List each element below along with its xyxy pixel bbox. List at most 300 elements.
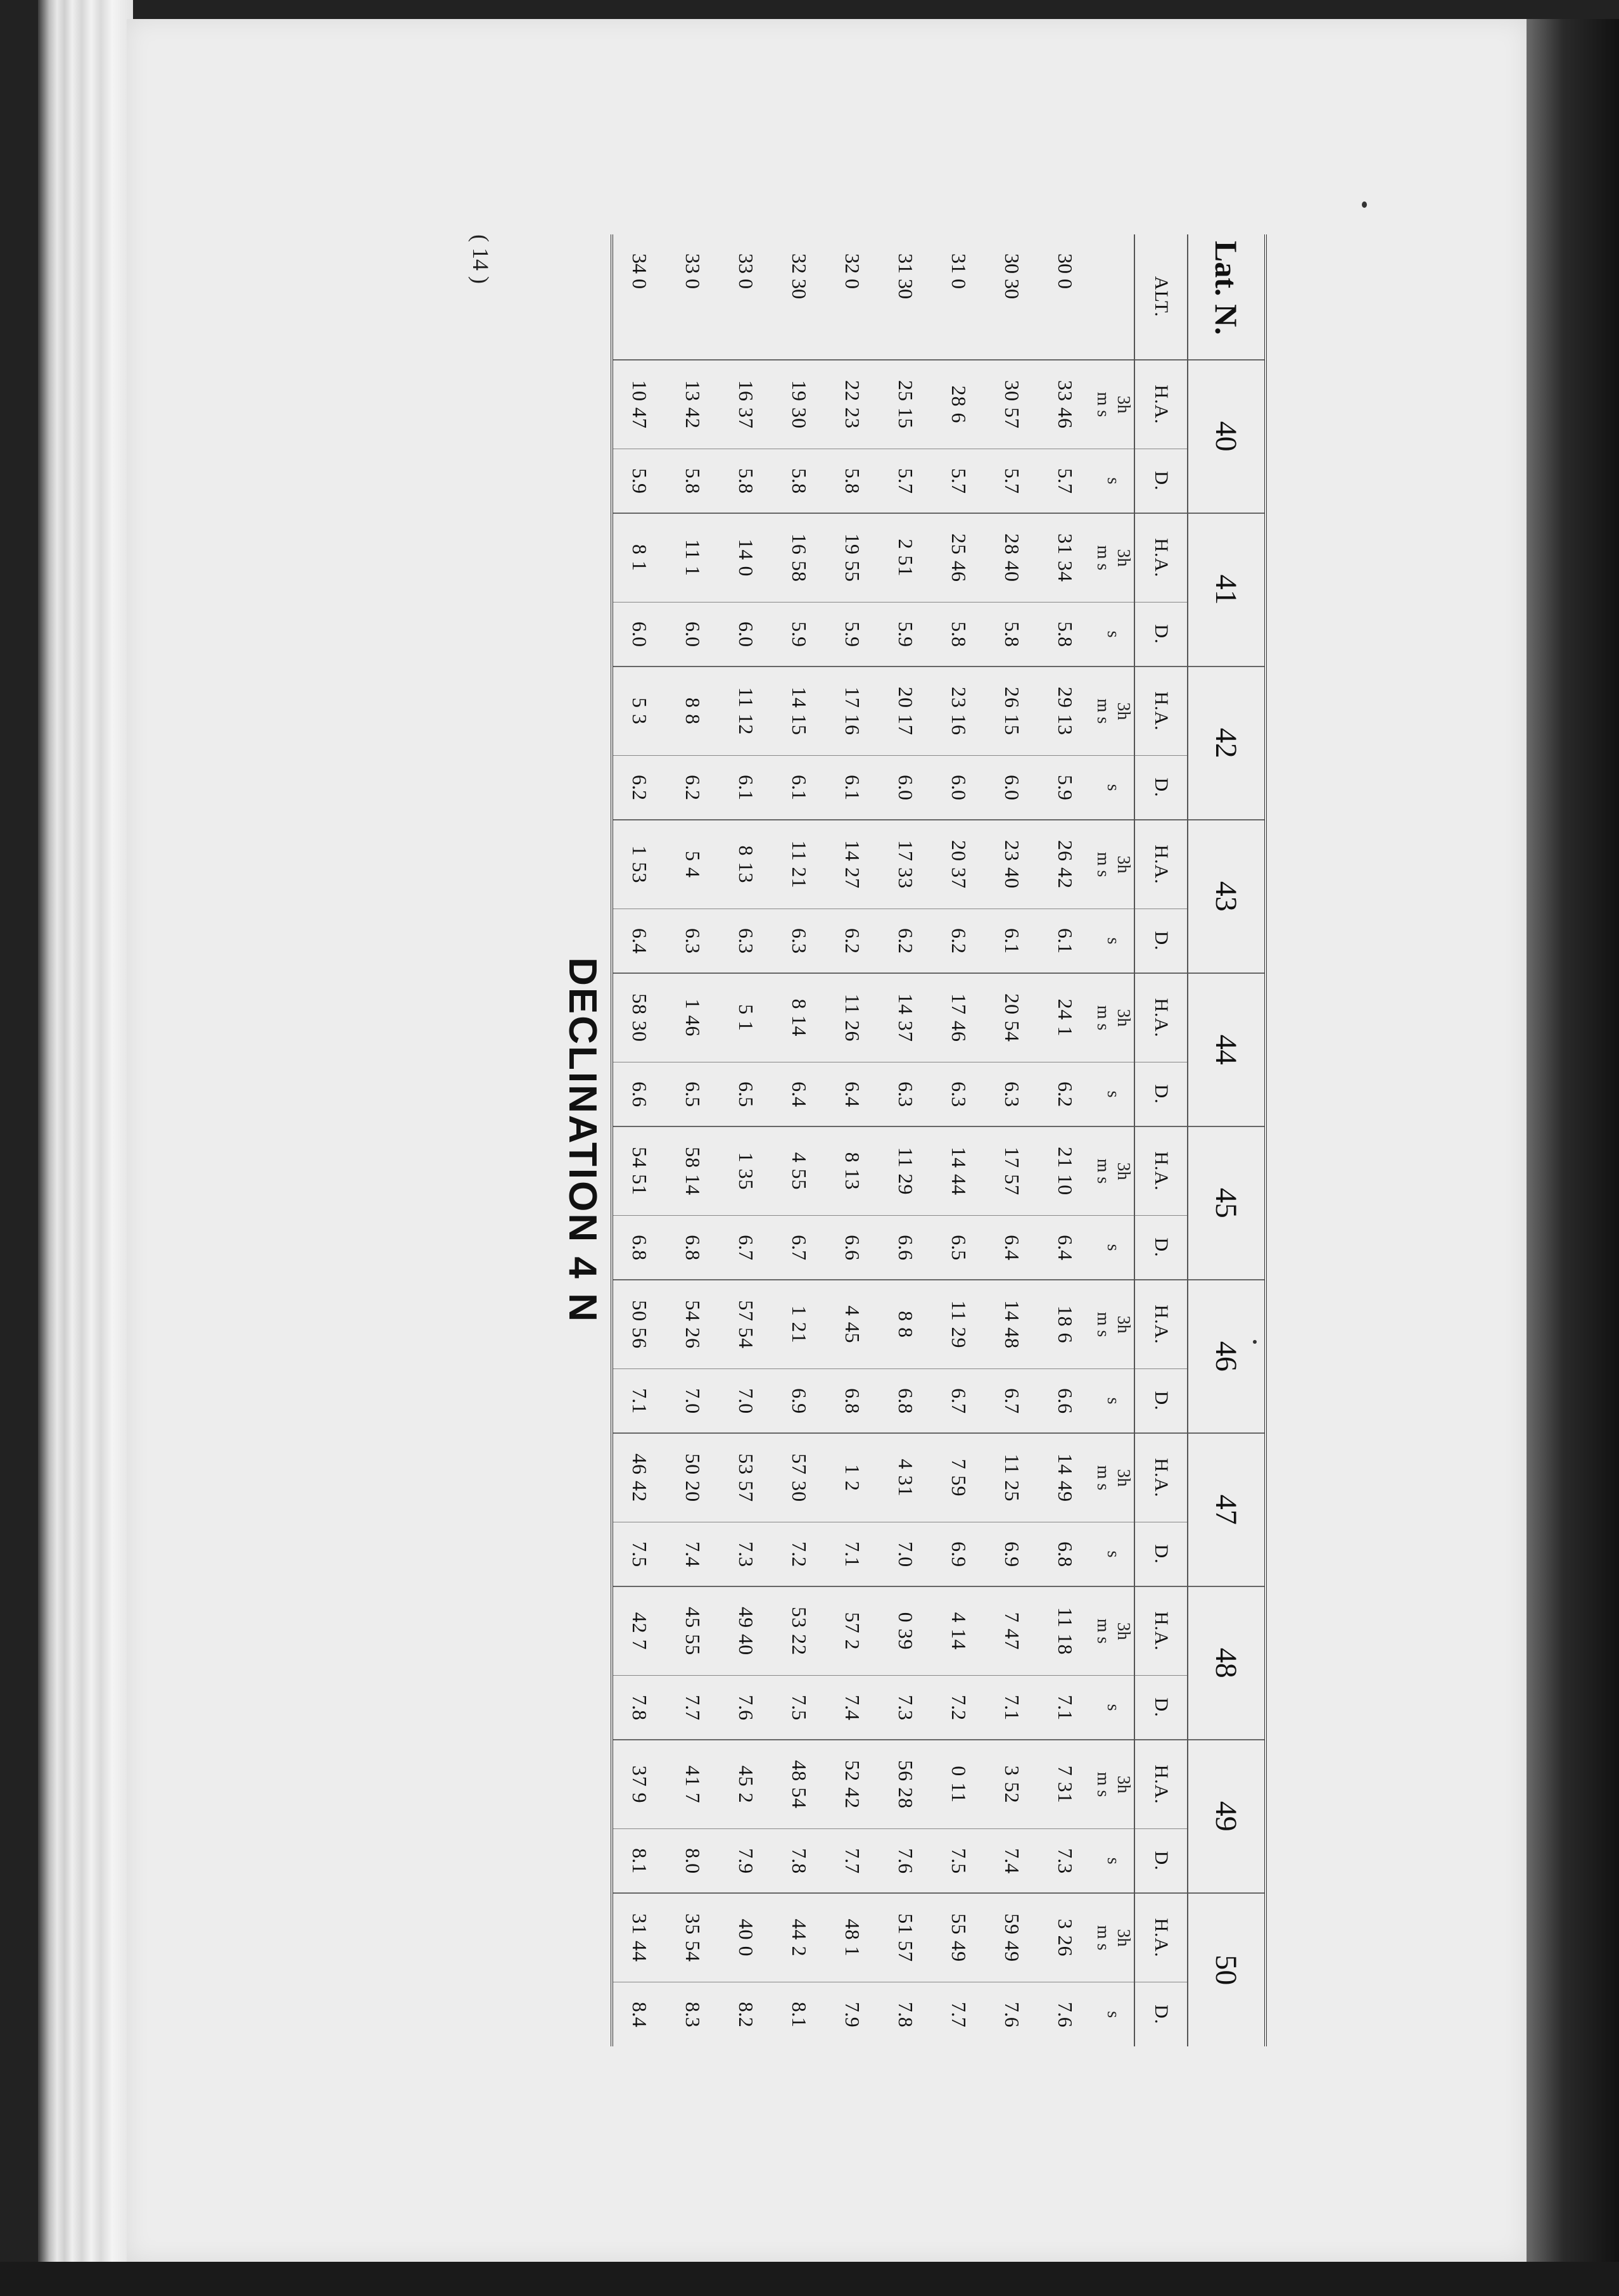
difference-cell: 6.8 [826, 1369, 879, 1433]
difference-cell: 6.8 [666, 1216, 720, 1280]
difference-cell: 6.3 [986, 1062, 1039, 1126]
hour-angle-cell: 25 46 [932, 513, 986, 603]
difference-cell: 7.6 [986, 1982, 1039, 2046]
hour-angle-cell: 1 35 [720, 1126, 773, 1216]
difference-cell: 6.8 [612, 1216, 666, 1280]
ha-hour-unit: 3h [1114, 855, 1133, 874]
hour-angle-cell: 37 9 [612, 1740, 666, 1829]
ha-units [1092, 1433, 1134, 1522]
hour-angle-cell: 0 11 [932, 1740, 986, 1829]
hour-angle-cell: 4 55 [773, 1126, 826, 1216]
difference-cell: 6.4 [1039, 1216, 1092, 1280]
hour-angle-cell: 5 1 [720, 973, 773, 1062]
hour-angle-cell: 14 27 [826, 820, 879, 909]
table-row [986, 234, 1039, 2046]
hour-angle-cell: 4 31 [879, 1433, 932, 1522]
d-column-label: D. [1134, 1829, 1188, 1893]
hour-angle-cell: 55 49 [932, 1893, 986, 1982]
ha-units [1092, 1126, 1134, 1216]
hour-angle-cell: 45 2 [720, 1740, 773, 1829]
hour-angle-cell: 1 21 [773, 1280, 826, 1369]
difference-cell: 6.6 [1039, 1369, 1092, 1433]
altitude-cell: 34 0 [628, 253, 652, 289]
hour-angle-cell: 1 2 [826, 1433, 879, 1522]
d-units: s [1092, 1522, 1134, 1586]
difference-cell: 7.0 [666, 1369, 720, 1433]
difference-cell: 5.8 [720, 449, 773, 513]
table-row [773, 234, 826, 2046]
difference-cell: 6.0 [879, 756, 932, 820]
ha-hour-unit: 3h [1114, 395, 1133, 414]
ha-column-label: H.A. [1134, 973, 1188, 1062]
difference-cell: 6.4 [773, 1062, 826, 1126]
hour-angle-cell: 11 21 [773, 820, 826, 909]
ha-column-label: H.A. [1134, 1280, 1188, 1369]
difference-cell: 6.7 [720, 1216, 773, 1280]
difference-cell: 6.8 [1039, 1522, 1092, 1586]
hour-angle-cell: 56 28 [879, 1740, 932, 1829]
d-column-label: D. [1134, 1982, 1188, 2046]
difference-cell: 6.6 [826, 1216, 879, 1280]
hour-angle-cell: 31 44 [612, 1893, 666, 1982]
ha-minute-second-unit: m s [1093, 1925, 1113, 1951]
difference-cell: 5.9 [879, 603, 932, 666]
ha-column-label: H.A. [1134, 1893, 1188, 1982]
hour-angle-cell: 28 6 [932, 360, 986, 449]
difference-cell: 7.3 [720, 1522, 773, 1586]
hour-angle-cell: 14 15 [773, 666, 826, 756]
hour-angle-cell: 29 13 [1039, 666, 1092, 756]
hour-angle-cell: 18 6 [1039, 1280, 1092, 1369]
hour-angle-cell: 17 33 [879, 820, 932, 909]
ha-hour-unit: 3h [1114, 1622, 1133, 1640]
hour-angle-cell: 11 26 [826, 973, 879, 1062]
difference-cell: 7.5 [612, 1522, 666, 1586]
ha-hour-unit: 3h [1114, 702, 1133, 720]
subheader-row [1134, 234, 1188, 2046]
lat-label: Lat. N. [1188, 234, 1266, 360]
altitude-cell: 30 30 [1001, 253, 1024, 299]
scan-bottom-edge [0, 2262, 1619, 2296]
hour-angle-cell: 16 37 [720, 360, 773, 449]
hour-angle-cell: 30 57 [986, 360, 1039, 449]
difference-cell: 6.0 [612, 603, 666, 666]
hour-angle-cell: 58 14 [666, 1126, 720, 1216]
difference-cell: 7.6 [720, 1676, 773, 1740]
difference-cell: 6.2 [932, 909, 986, 973]
ha-hour-unit: 3h [1114, 1162, 1133, 1180]
page-title: DECLINATION 4 N [561, 957, 604, 1323]
difference-cell: 7.8 [773, 1829, 826, 1893]
difference-cell: 8.1 [773, 1982, 826, 2046]
ha-hour-unit: 3h [1114, 1775, 1133, 1794]
hour-angle-cell: 8 1 [612, 513, 666, 603]
difference-cell: 8.3 [666, 1982, 720, 2046]
difference-cell: 8.4 [612, 1982, 666, 2046]
hour-angle-cell: 11 25 [986, 1433, 1039, 1522]
hour-angle-cell: 17 57 [986, 1126, 1039, 1216]
ha-units [1092, 973, 1134, 1062]
difference-cell: 7.6 [1039, 1982, 1092, 2046]
hour-angle-cell: 25 15 [879, 360, 932, 449]
difference-cell: 6.2 [1039, 1062, 1092, 1126]
d-units: s [1092, 1062, 1134, 1126]
ha-hour-unit: 3h [1114, 1009, 1133, 1027]
hour-angle-cell: 52 42 [826, 1740, 879, 1829]
d-column-label: D. [1134, 603, 1188, 666]
hour-angle-cell: 54 51 [612, 1126, 666, 1216]
latitude-header: 40 [1188, 360, 1266, 513]
latitude-header: 41 [1188, 513, 1266, 666]
hour-angle-cell: 4 14 [932, 1586, 986, 1676]
d-column-label: D. [1134, 1676, 1188, 1740]
hour-angle-cell: 50 56 [612, 1280, 666, 1369]
hour-angle-cell: 11 18 [1039, 1586, 1092, 1676]
d-column-label: D. [1134, 1522, 1188, 1586]
ha-minute-second-unit: m s [1093, 1158, 1113, 1184]
difference-cell: 6.4 [612, 909, 666, 973]
hour-angle-cell: 5 3 [612, 666, 666, 756]
hour-angle-cell: 58 30 [612, 973, 666, 1062]
hour-angle-cell: 4 45 [826, 1280, 879, 1369]
difference-cell: 5.7 [932, 449, 986, 513]
hour-angle-cell: 8 13 [826, 1126, 879, 1216]
ha-column-label: H.A. [1134, 820, 1188, 909]
speck [1362, 201, 1367, 208]
difference-cell: 6.2 [826, 909, 879, 973]
difference-cell: 7.5 [773, 1676, 826, 1740]
ha-minute-second-unit: m s [1093, 392, 1113, 418]
difference-cell: 7.7 [932, 1982, 986, 2046]
hour-angle-cell: 31 34 [1039, 513, 1092, 603]
altitude-cell: 31 30 [894, 253, 918, 299]
difference-cell: 6.9 [932, 1522, 986, 1586]
hour-angle-cell: 1 46 [666, 973, 720, 1062]
difference-cell: 5.9 [826, 603, 879, 666]
ha-units [1092, 1586, 1134, 1676]
difference-cell: 6.1 [773, 756, 826, 820]
hour-angle-cell: 20 37 [932, 820, 986, 909]
hour-angle-cell: 16 58 [773, 513, 826, 603]
ha-units [1092, 1280, 1134, 1369]
hour-angle-cell: 26 15 [986, 666, 1039, 756]
alt-label: ALT. [1134, 234, 1188, 360]
units-spacer [1092, 234, 1134, 360]
difference-cell: 8.0 [666, 1829, 720, 1893]
table-row [720, 234, 773, 2046]
difference-cell: 6.5 [720, 1062, 773, 1126]
difference-cell: 5.7 [1039, 449, 1092, 513]
hour-angle-cell: 46 42 [612, 1433, 666, 1522]
difference-cell: 7.3 [1039, 1829, 1092, 1893]
hour-angle-cell: 53 22 [773, 1586, 826, 1676]
hour-angle-cell: 54 26 [666, 1280, 720, 1369]
difference-cell: 5.8 [666, 449, 720, 513]
hour-angle-cell: 20 54 [986, 973, 1039, 1062]
ha-units [1092, 1893, 1134, 1982]
ha-column-label: H.A. [1134, 1126, 1188, 1216]
difference-cell: 6.2 [666, 756, 720, 820]
difference-cell: 7.7 [666, 1676, 720, 1740]
d-column-label: D. [1134, 1062, 1188, 1126]
hour-angle-cell: 5 4 [666, 820, 720, 909]
difference-cell: 6.3 [666, 909, 720, 973]
d-units: s [1092, 1216, 1134, 1280]
ha-minute-second-unit: m s [1093, 1311, 1113, 1337]
latitude-header: 47 [1188, 1433, 1266, 1586]
hour-angle-cell: 26 42 [1039, 820, 1092, 909]
difference-cell: 6.8 [879, 1369, 932, 1433]
difference-cell: 6.3 [932, 1062, 986, 1126]
hour-angle-cell: 49 40 [720, 1586, 773, 1676]
d-units: s [1092, 449, 1134, 513]
difference-cell: 7.1 [826, 1522, 879, 1586]
hour-angle-cell: 44 2 [773, 1893, 826, 1982]
ha-minute-second-unit: m s [1093, 1618, 1113, 1644]
difference-cell: 6.5 [666, 1062, 720, 1126]
latitude-header: 43 [1188, 820, 1266, 973]
difference-cell: 6.1 [1039, 909, 1092, 973]
hour-angle-cell: 59 49 [986, 1893, 1039, 1982]
hour-angle-cell: 53 57 [720, 1433, 773, 1522]
table-row [826, 234, 879, 2046]
d-units: s [1092, 1829, 1134, 1893]
difference-cell: 6.1 [986, 909, 1039, 973]
hour-angle-cell: 3 52 [986, 1740, 1039, 1829]
difference-cell: 8.1 [612, 1829, 666, 1893]
altitude-cell: 31 0 [948, 253, 971, 289]
hour-angle-cell: 57 54 [720, 1280, 773, 1369]
table-row [879, 234, 932, 2046]
difference-cell: 7.2 [932, 1676, 986, 1740]
difference-cell: 6.3 [720, 909, 773, 973]
hour-angle-cell: 11 12 [720, 666, 773, 756]
ha-hour-unit: 3h [1114, 1929, 1133, 1947]
latitude-header: 46 [1188, 1280, 1266, 1433]
d-units: s [1092, 909, 1134, 973]
difference-cell: 7.2 [773, 1522, 826, 1586]
difference-cell: 6.0 [986, 756, 1039, 820]
difference-cell: 5.8 [1039, 603, 1092, 666]
difference-cell: 7.6 [879, 1829, 932, 1893]
hour-angle-cell: 7 47 [986, 1586, 1039, 1676]
hour-angle-cell: 2 51 [879, 513, 932, 603]
hour-angle-cell: 28 40 [986, 513, 1039, 603]
d-column-label: D. [1134, 1216, 1188, 1280]
hour-angle-cell: 19 55 [826, 513, 879, 603]
latitude-header-row [1188, 234, 1266, 2046]
difference-cell: 5.8 [826, 449, 879, 513]
ha-column-label: H.A. [1134, 1740, 1188, 1829]
ha-minute-second-unit: m s [1093, 1465, 1113, 1491]
hour-angle-cell: 17 46 [932, 973, 986, 1062]
latitude-header: 49 [1188, 1740, 1266, 1893]
difference-cell: 8.2 [720, 1982, 773, 2046]
hour-angle-cell: 23 40 [986, 820, 1039, 909]
hour-angle-cell: 10 47 [612, 360, 666, 449]
hour-angle-cell: 14 49 [1039, 1433, 1092, 1522]
hour-angle-cell: 24 1 [1039, 973, 1092, 1062]
difference-cell: 6.3 [879, 1062, 932, 1126]
difference-cell: 7.0 [879, 1522, 932, 1586]
binding-shadow [1527, 19, 1619, 2262]
difference-cell: 6.0 [720, 603, 773, 666]
difference-cell: 6.2 [612, 756, 666, 820]
ha-minute-second-unit: m s [1093, 1771, 1113, 1797]
units-row [1092, 234, 1134, 2046]
difference-cell: 6.7 [986, 1369, 1039, 1433]
latitude-header: 48 [1188, 1586, 1266, 1740]
hour-angle-cell: 7 31 [1039, 1740, 1092, 1829]
hour-angle-cell: 50 20 [666, 1433, 720, 1522]
ha-hour-unit: 3h [1114, 1469, 1133, 1487]
difference-cell: 7.8 [612, 1676, 666, 1740]
difference-cell: 5.8 [932, 603, 986, 666]
altitude-cell: 32 30 [788, 253, 811, 299]
hour-angle-cell: 17 16 [826, 666, 879, 756]
hour-angle-cell: 57 2 [826, 1586, 879, 1676]
ha-units [1092, 666, 1134, 756]
difference-cell: 7.1 [612, 1369, 666, 1433]
d-units: s [1092, 756, 1134, 820]
difference-cell: 5.9 [612, 449, 666, 513]
ha-hour-unit: 3h [1114, 549, 1133, 567]
hour-angle-cell: 42 7 [612, 1586, 666, 1676]
hour-angle-cell: 13 42 [666, 360, 720, 449]
ha-hour-unit: 3h [1114, 1315, 1133, 1334]
difference-cell: 7.7 [826, 1829, 879, 1893]
difference-cell: 6.1 [826, 756, 879, 820]
difference-cell: 6.7 [932, 1369, 986, 1433]
ha-minute-second-unit: m s [1093, 545, 1113, 571]
page-edges [38, 0, 133, 2296]
table-row [666, 234, 720, 2046]
difference-cell: 5.7 [879, 449, 932, 513]
hour-angle-cell: 14 0 [720, 513, 773, 603]
difference-cell: 6.0 [932, 756, 986, 820]
d-column-label: D. [1134, 909, 1188, 973]
declination-table [611, 234, 1267, 2046]
hour-angle-cell: 35 54 [666, 1893, 720, 1982]
hour-angle-cell: 1 53 [612, 820, 666, 909]
hour-angle-cell: 21 10 [1039, 1126, 1092, 1216]
hour-angle-cell: 3 26 [1039, 1893, 1092, 1982]
d-column-label: D. [1134, 1369, 1188, 1433]
hour-angle-cell: 48 1 [826, 1893, 879, 1982]
altitude-cell: 33 0 [682, 253, 705, 289]
ha-minute-second-unit: m s [1093, 851, 1113, 877]
hour-angle-cell: 8 13 [720, 820, 773, 909]
altitude-cell: 33 0 [735, 253, 758, 289]
difference-cell: 6.1 [720, 756, 773, 820]
difference-cell: 6.2 [879, 909, 932, 973]
altitude-cell: 32 0 [841, 253, 865, 289]
d-column-label: D. [1134, 756, 1188, 820]
hour-angle-cell: 40 0 [720, 1893, 773, 1982]
difference-cell: 6.3 [773, 909, 826, 973]
difference-cell: 6.7 [773, 1216, 826, 1280]
table-row [1039, 234, 1092, 2046]
difference-cell: 7.4 [666, 1522, 720, 1586]
d-units: s [1092, 1982, 1134, 2046]
hour-angle-cell: 23 16 [932, 666, 986, 756]
table-row [612, 234, 666, 2046]
hour-angle-cell: 22 23 [826, 360, 879, 449]
hour-angle-cell: 11 1 [666, 513, 720, 603]
d-units: s [1092, 1369, 1134, 1433]
hour-angle-cell: 33 46 [1039, 360, 1092, 449]
difference-cell: 6.6 [612, 1062, 666, 1126]
difference-cell: 7.1 [986, 1676, 1039, 1740]
hour-angle-cell: 0 39 [879, 1586, 932, 1676]
hour-angle-cell: 51 57 [879, 1893, 932, 1982]
hour-angle-cell: 19 30 [773, 360, 826, 449]
table-row [932, 234, 986, 2046]
hour-angle-cell: 8 14 [773, 973, 826, 1062]
rotated-content [468, 234, 1267, 2046]
difference-cell: 6.4 [986, 1216, 1039, 1280]
hour-angle-cell: 14 37 [879, 973, 932, 1062]
difference-cell: 5.8 [986, 603, 1039, 666]
difference-cell: 6.5 [932, 1216, 986, 1280]
difference-cell: 5.7 [986, 449, 1039, 513]
ha-minute-second-unit: m s [1093, 698, 1113, 724]
hour-angle-cell: 48 54 [773, 1740, 826, 1829]
difference-cell: 7.1 [1039, 1676, 1092, 1740]
hour-angle-cell: 20 17 [879, 666, 932, 756]
hour-angle-cell: 8 8 [666, 666, 720, 756]
latitude-header: 45 [1188, 1126, 1266, 1280]
hour-angle-cell: 8 8 [879, 1280, 932, 1369]
difference-cell: 6.4 [826, 1062, 879, 1126]
hour-angle-cell: 11 29 [932, 1280, 986, 1369]
d-column-label: D. [1134, 449, 1188, 513]
difference-cell: 7.5 [932, 1829, 986, 1893]
d-units: s [1092, 603, 1134, 666]
ha-column-label: H.A. [1134, 1586, 1188, 1676]
difference-cell: 6.0 [666, 603, 720, 666]
hour-angle-cell: 14 48 [986, 1280, 1039, 1369]
difference-cell: 6.9 [986, 1522, 1039, 1586]
ha-units [1092, 513, 1134, 603]
ha-column-label: H.A. [1134, 1433, 1188, 1522]
d-units: s [1092, 1676, 1134, 1740]
difference-cell: 7.4 [986, 1829, 1039, 1893]
ha-units [1092, 360, 1134, 449]
hour-angle-cell: 7 59 [932, 1433, 986, 1522]
hour-angle-cell: 11 29 [879, 1126, 932, 1216]
latitude-header: 44 [1188, 973, 1266, 1126]
difference-cell: 7.9 [826, 1982, 879, 2046]
difference-cell: 6.9 [773, 1369, 826, 1433]
latitude-header: 50 [1188, 1893, 1266, 2046]
difference-cell: 7.3 [879, 1676, 932, 1740]
hour-angle-cell: 14 44 [932, 1126, 986, 1216]
difference-cell: 6.6 [879, 1216, 932, 1280]
ha-column-label: H.A. [1134, 666, 1188, 756]
table-body [612, 234, 1134, 2046]
difference-cell: 5.9 [1039, 756, 1092, 820]
difference-cell: 7.0 [720, 1369, 773, 1433]
hour-angle-cell: 41 7 [666, 1740, 720, 1829]
difference-cell: 7.9 [720, 1829, 773, 1893]
ha-column-label: H.A. [1134, 513, 1188, 603]
latitude-header: 42 [1188, 666, 1266, 820]
page-number: ( 14 ) [468, 234, 493, 284]
ha-column-label: H.A. [1134, 360, 1188, 449]
difference-cell: 7.8 [879, 1982, 932, 2046]
ha-minute-second-unit: m s [1093, 1005, 1113, 1031]
